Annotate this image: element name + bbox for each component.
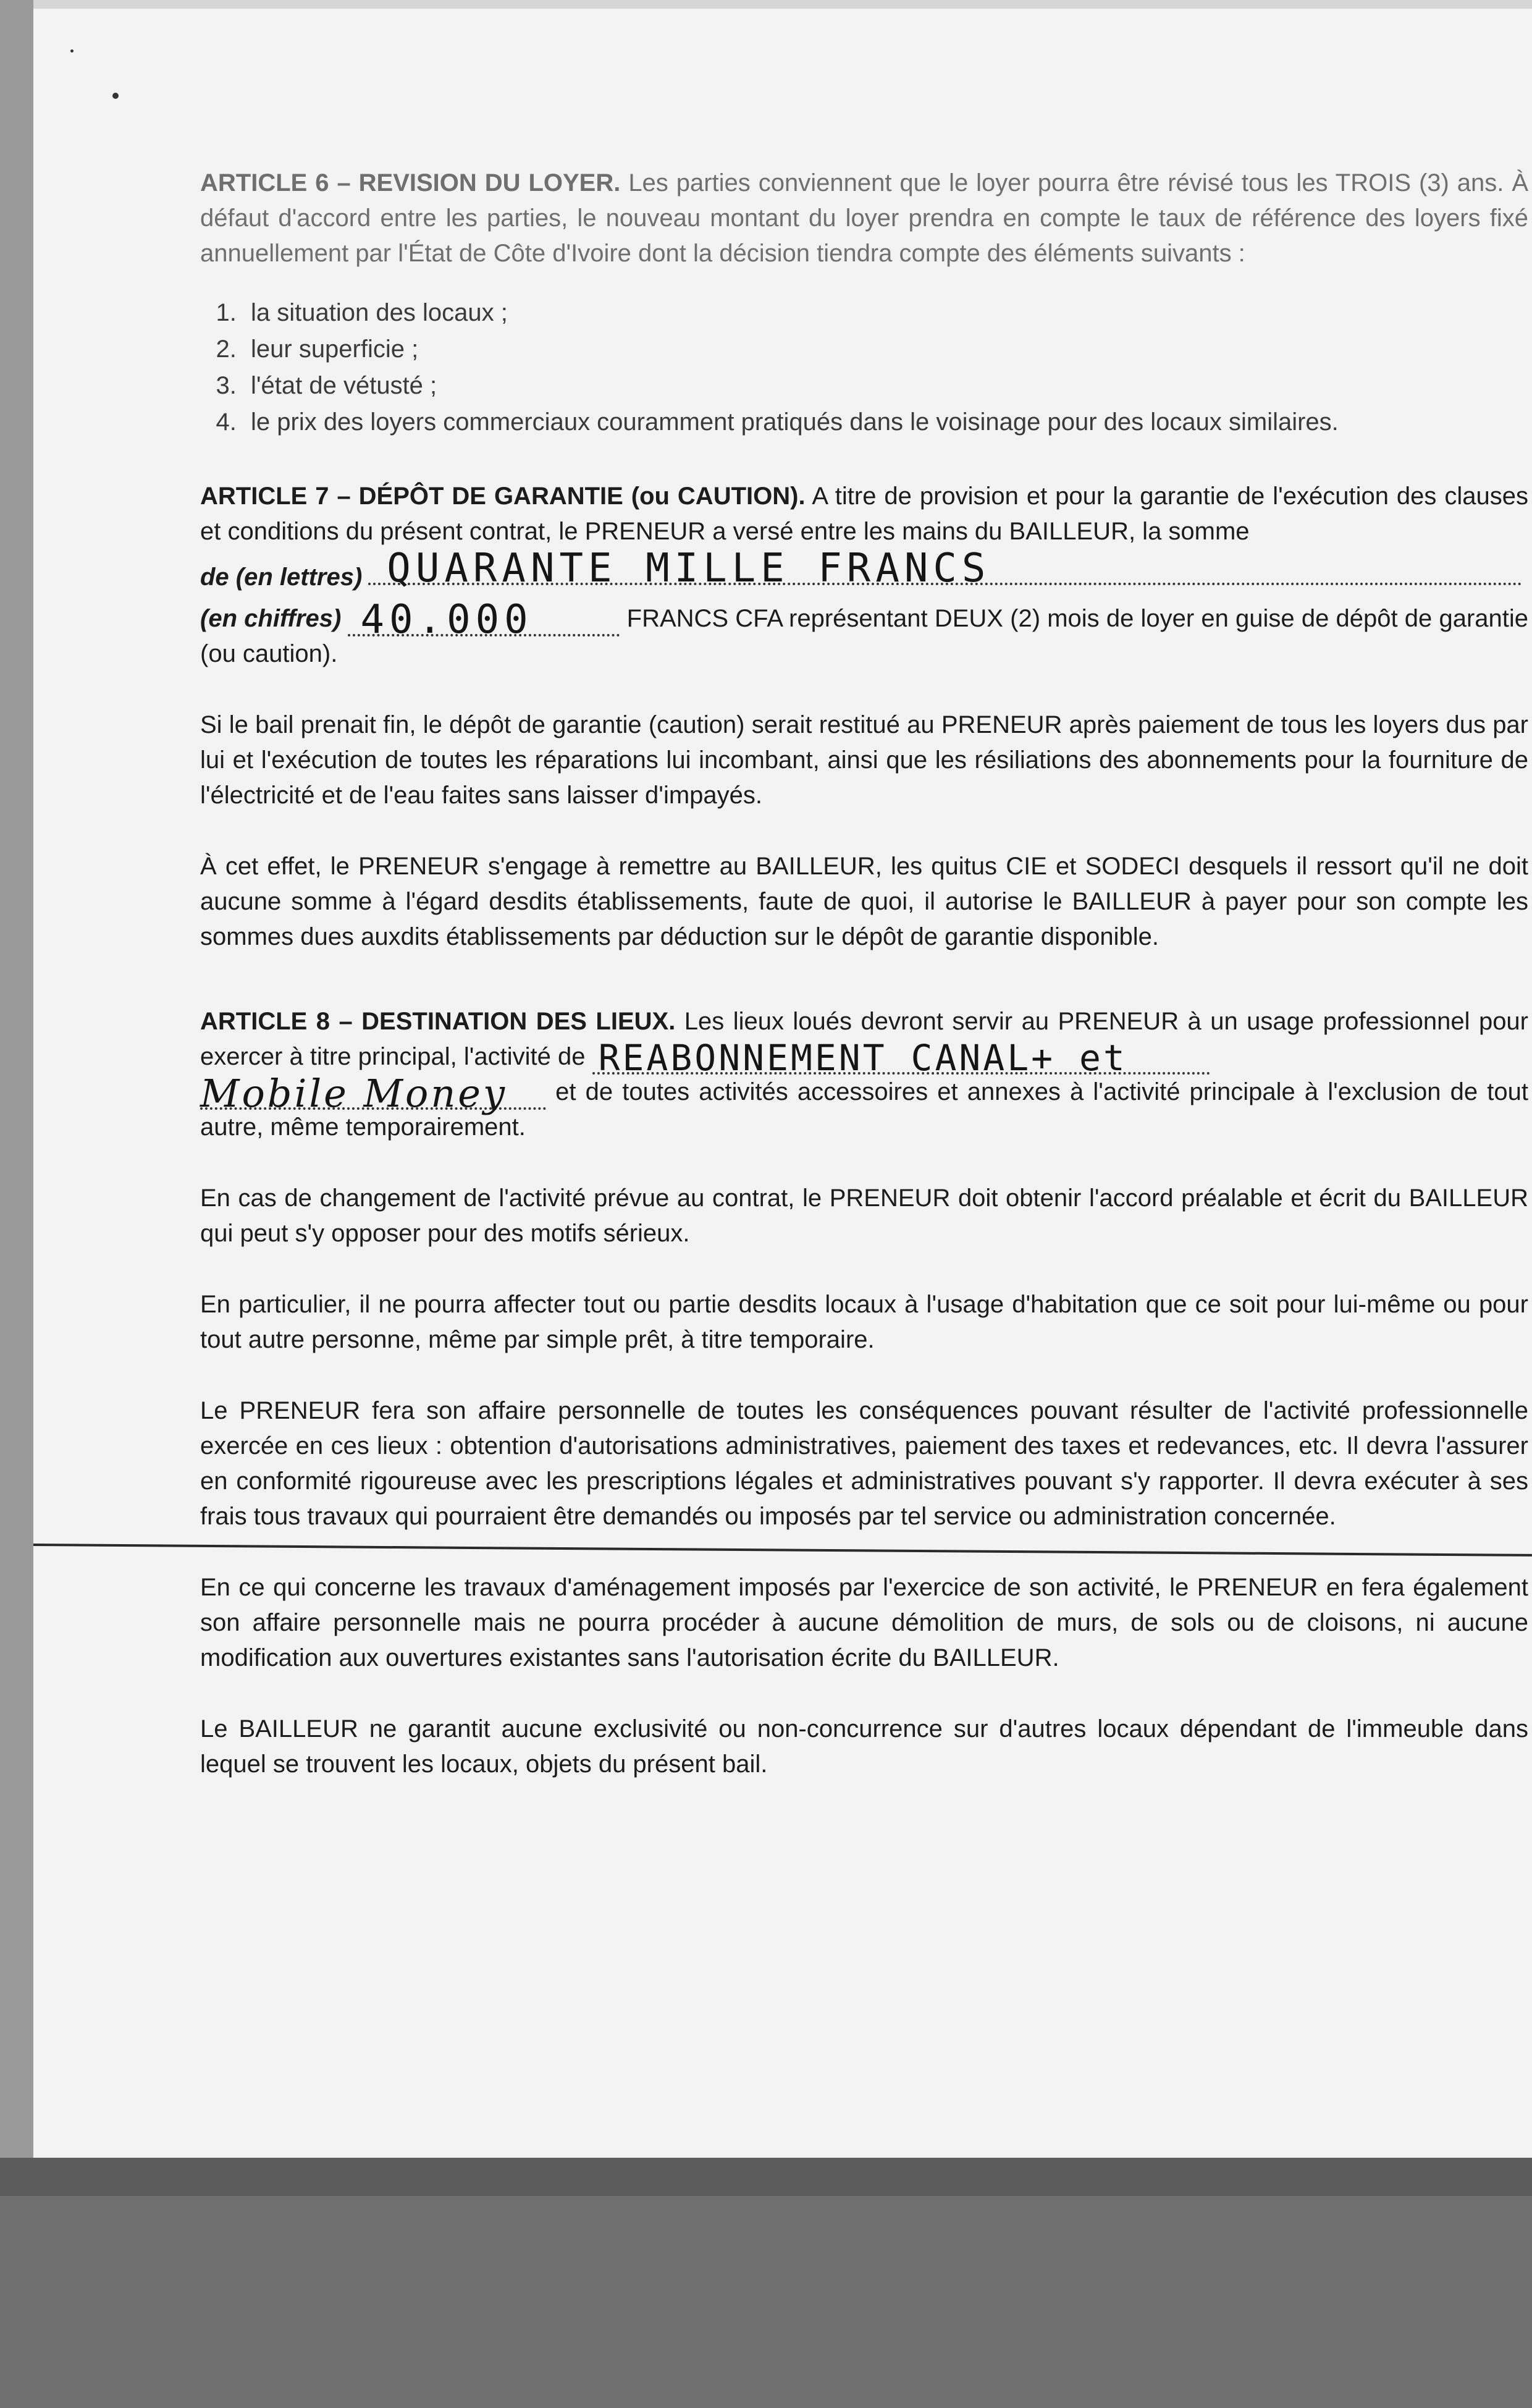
article-8-p5: En ce qui concerne les travaux d'aménagement imposés par l'exercice de son activité, le PRENEUR en fera également son affaire personnelle mais ne pourra procéder à aucune démolition de murs, de sols ou de cloisons, ni aucune modification aux ouvertures existantes sans l'autorisation écrite du BAILLEUR. — [200, 1574, 1528, 1671]
figures-field[interactable] — [348, 597, 620, 643]
activity-field-continued[interactable] — [200, 1071, 546, 1116]
scanner-bed — [0, 2158, 1532, 2196]
article-7-p2: Si le bail prenait fin, le dépôt de garantie (caution) serait restitué au PRENEUR après paiement de tous les loyers dus par lui et l'exécution de toutes les réparations lui incombant, ainsi que les résiliations des abonnements pour la fourniture de l'électricité et de l'eau faites sans laisser d'impayés. — [200, 711, 1528, 809]
document-page — [33, 0, 1532, 2158]
activity-field[interactable] — [592, 1037, 1210, 1079]
article-6-list — [200, 295, 1528, 441]
list-item: 3. l'état de vétusté ; — [243, 368, 1528, 404]
list-item: 2. leur superficie ; — [243, 331, 1528, 368]
deposit-letters-line — [200, 546, 1528, 595]
article-8-after-activity: et de toutes activités accessoires et annexes à l'activité principale à l'exclusion de tout autre, même temporairement. — [200, 1078, 1528, 1141]
list-item: 4. le prix des loyers commerciaux couramment pratiqués dans le voisinage pour des locaux similaires. — [243, 404, 1528, 441]
letters-handwriting: QUARANTE MILLE FRANCS — [387, 546, 991, 591]
article-7-paragraph — [200, 479, 1528, 549]
activity-handwriting: REABONNEMENT CANAL+ et — [598, 1037, 1127, 1079]
figures-suffix: FRANCS CFA représentant DEUX (2) mois de loyer en guise de dépôt de garantie (ou caution). — [200, 605, 1529, 667]
scan-shadow — [0, 0, 33, 2158]
article-8-activity-line — [200, 1071, 1528, 1145]
scan-speck — [70, 49, 74, 53]
article-6-paragraph — [200, 166, 1528, 271]
scan-speck — [112, 93, 119, 99]
letters-label: de (en lettres) — [200, 564, 363, 591]
article-8-heading: ARTICLE 8 – DESTINATION DES LIEUX. — [200, 1008, 676, 1035]
article-8-p4: Le PRENEUR fera son affaire personnelle de toutes les conséquences pouvant résulter de l'activité professionnelle exercée en ces lieux : obtention d'autorisations administratives, paiement des taxes et redevances, etc. Il devra l'assurer en conformité rigoureuse avec les prescriptions légales et administratives pouvant s'y rapporter. Il devra exécuter à ses frais tous travaux qui pourraient être demandés ou imposés par tel service ou administration concernée. — [200, 1397, 1528, 1530]
article-8-p6: Le BAILLEUR ne garantit aucune exclusivité ou non-concurrence sur d'autres locaux dépendant de l'immeuble dans lequel se trouvent les locaux, objets du présent bail. — [200, 1715, 1528, 1778]
document-body — [200, 166, 1528, 1818]
article-7-p3: À cet effet, le PRENEUR s'engage à remettre au BAILLEUR, les quitus CIE et SODECI desquels il ressort qu'il ne doit aucune somme à l'égard desdits établissements, faute de quoi, il autorise le BAILLEUR à payer pour son compte les sommes dues auxdits établissements par déduction sur le dépôt de garantie disponible. — [200, 853, 1528, 950]
article-8-paragraph — [200, 1004, 1528, 1079]
figures-label: (en chiffres) — [200, 605, 342, 632]
article-7-intro: A titre de provision et pour la garantie de l'exécution des clauses et conditions du présent contrat, le PRENEUR a versé entre les mains du BAILLEUR, la somme — [200, 483, 1529, 545]
activity-handwriting-2: Mobile Money — [200, 1071, 508, 1116]
letters-field[interactable] — [368, 546, 1522, 591]
article-7-heading: ARTICLE 7 – DÉPÔT DE GARANTIE (ou CAUTION). — [200, 483, 806, 510]
article-8-p2: En cas de changement de l'activité prévue au contrat, le PRENEUR doit obtenir l'accord préalable et écrit du BAILLEUR qui peut s'y opposer pour des motifs sérieux. — [200, 1185, 1528, 1247]
article-8-p3: En particulier, il ne pourra affecter tout ou partie desdits locaux à l'usage d'habitation que ce soit pour lui-même ou pour tout autre personne, même par simple prêt, à titre temporaire. — [200, 1291, 1528, 1353]
article-6-text: Les parties conviennent que le loyer pourra être révisé tous les TROIS (3) ans. À défaut d'accord entre les parties, le nouveau montant du loyer prendra en compte le taux de référence des loyers fixé annuellement par l'État de Côte d'Ivoire dont la décision tiendra compte des éléments suivants : — [200, 169, 1528, 267]
article-6-heading: ARTICLE 6 – REVISION DU LOYER. — [200, 169, 621, 196]
deposit-figures-line — [200, 597, 1529, 672]
article-8-intro: Les lieux loués devront servir au PRENEUR à un usage professionnel pour exercer à titre principal, l'activité de — [200, 1008, 1528, 1070]
page-top-edge — [33, 0, 1532, 9]
list-item: 1. la situation des locaux ; — [243, 295, 1528, 331]
figures-handwriting: 40.000 — [360, 597, 533, 643]
